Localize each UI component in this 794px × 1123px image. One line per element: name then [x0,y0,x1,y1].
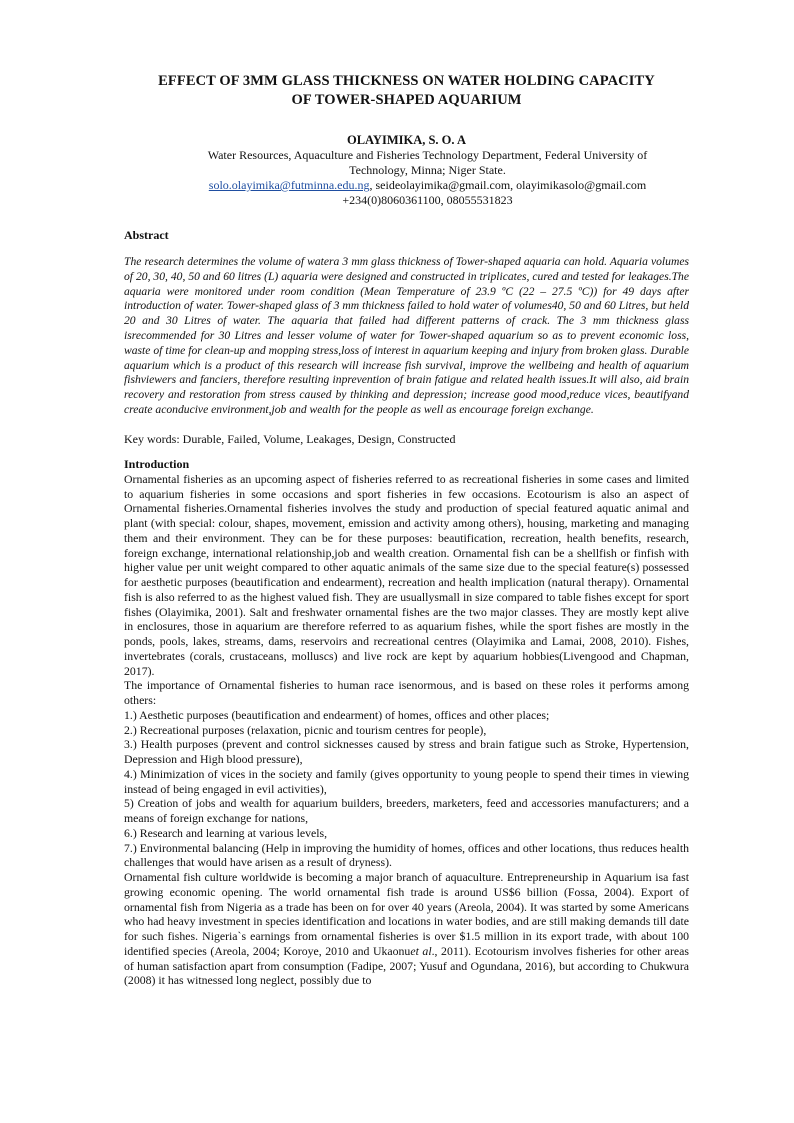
list-item: 7.) Environmental balancing (Help in improving the humidity of homes, offices and other locations, thus reduces health challenges that would have arisen as a result of dryness). [124,840,689,870]
list-item: 4.) Minimization of vices in the society and family (gives opportunity to young people to spend their times in viewing instead of being engaged in evil activities), [124,766,689,796]
list-item: 6.) Research and learning at various levels, [124,825,328,840]
list-item: 5) Creation of jobs and wealth for aquarium builders, breeders, marketers, feed and accessories manufacturers; and a means of foreign exchange for nations, [124,796,689,826]
email-link[interactable]: solo.olayimika@futminna.edu.ng [208,178,370,192]
roles-list [124,708,689,870]
abstract-text: The research determines the volume of watera 3 mm glass thickness of Tower-shaped aquaria can hold. Aquaria volumes of 20, 30, 40, 50 and 60 litres (L) aquaria were designed and constructed in triplicates, cured and tested for leakages.The aquaria were monitored under room condition (Mean Temperature of 23.9 ºC (22 – 27.5 ºC)) for 49 days after introduction of water. Tower-shaped glass of 3 mm thickness failed to hold water of volumes40, 50 and 60 Litres, but held 20 and 30 Litres of water. The aquaria that failed had different patterns of crack. The 3 mm thickness glass isrecommended for 30 Litres and lesser volume of water for Tower-shaped aquarium so as to prevent economic loss, waste of time for clean-up and mopping stress,loss of interest in aquarium keeping and injury from broken glass. Durable aquarium which is a product of this research will increase fish survival, improve the wellbeing and health of aquarium fishviewers and fanciers, therefore resulting inprevention of brain fatigue and related health issues.It will also, aid brain recovery and restoration from stress caused by thinking and depression; increase good mood,reduce vices, beautifyand create aconducive environment,job and wealth for the people as well as encourage foreign exchange. [124,255,689,416]
email-rest: , seideolayimika@gmail.com, olayimikasolo@gmail.com [369,178,647,192]
paper-title [124,72,689,110]
list-item: 3.) Health purposes (prevent and control sicknesses caused by stress and brain fatigue such as Stroke, Hypertension, Depression and High blood pressure), [124,737,689,767]
affiliation-block [124,148,689,208]
intro-paragraph-3-part-b: ., 2011). Ecotourism involves fisheries for other areas of human satisfaction apart from consumption (Fadipe, 2007; Yusuf and Ogundana, 2016), but according to Chukwura (2008) it has witnessed long neglect, possibly due to [124,943,689,988]
title-line-1: EFFECT OF 3MM GLASS THICKNESS ON WATER HOLDING CAPACITY [158,73,655,89]
email-line [166,178,689,193]
phone-line: +234(0)8060361100, 08055531823 [342,193,513,207]
affiliation-line-1: Water Resources, Aquaculture and Fisheries Technology Department, Federal University of [207,148,648,162]
intro-paragraph-1: Ornamental fisheries as an upcoming aspect of fisheries referred to as recreational fisheries in some cases and limited to aquarium fisheries in some occasions and sport fisheries in few occasions. Ecotourism is also an aspect of Ornamental fisheries.Ornamental fisheries involves the study and production of special featured aquatic animal and plant (with special: colour, shapes, movement, emission and activity among others), housing, marketing and managing them and their environment. They can be for these purposes: beautification, recreation, health benefits, research, foreign exchange, international relationship,job and wealth creation. Ornamental fish can be a shellfish or finfish with higher value per unit weight compared to other aquatic animals of the same size due to the special feature(s) possessed for aesthetic purposes (beautification and endearment), recreation and health implication (natural therapy). Ornamental fish is also referred to as the highest valued fish. They are usuallysmall in size compared to table fishes except for sport fishes (Olayimika, 2001). Salt and freshwater ornamental fishes are the two major classes. They are mostly kept alive in enclosures, those in aquarium are therefore referred to as aquarium fishes, while the sport fishes are mostly in the ponds, pools, lakes, streams, dams, reservoirs and recreational centres (Olayimika and Lamai, 2008, 2010). Fishes, invertebrates (corals, crustaceans, molluscs) and live rock are kept by aquarium hobbies(Livengood and Chapman, 2017). [124,471,689,678]
et-al: et al [410,943,432,958]
intro-paragraph-3-part-a: Ornamental fish culture worldwide is becoming a major branch of aquaculture. Entrepreneurship in Aquarium isa fast growing economic opening. The world ornamental fish trade is around US$6 billion (Fossa, 2004). Export of ornamental fish from Nigeria as a trade has been on for over 40 years (Areola, 2004). It was started by some Americans who had heavy investment in species identification and locations in water bodies, and are still making demands till date for such fishes. Nigeria`s earnings from ornamental fisheries is over $1.5 million in its export trade, with about 100 identified species (Areola, 2004; Koroye, 2010 and Ukaonu [124,870,689,958]
intro-paragraph-2: The importance of Ornamental fisheries to human race isenormous, and is based on these roles it performs among others: [124,678,689,708]
introduction-heading: Introduction [124,456,190,471]
keywords: Key words: Durable, Failed, Volume, Leakages, Design, Constructed [124,431,456,446]
abstract-heading: Abstract [124,228,169,242]
affiliation-line-2: Technology, Minna; Niger State. [349,163,506,177]
author-name: OLAYIMIKA, S. O. A [346,133,466,147]
intro-paragraph-3 [124,870,689,988]
list-item: 2.) Recreational purposes (relaxation, picnic and tourism centres for people), [124,722,487,737]
list-item: 1.) Aesthetic purposes (beautification and endearment) of homes, offices and other places; [124,707,550,722]
title-line-2: OF TOWER-SHAPED AQUARIUM [291,92,522,108]
